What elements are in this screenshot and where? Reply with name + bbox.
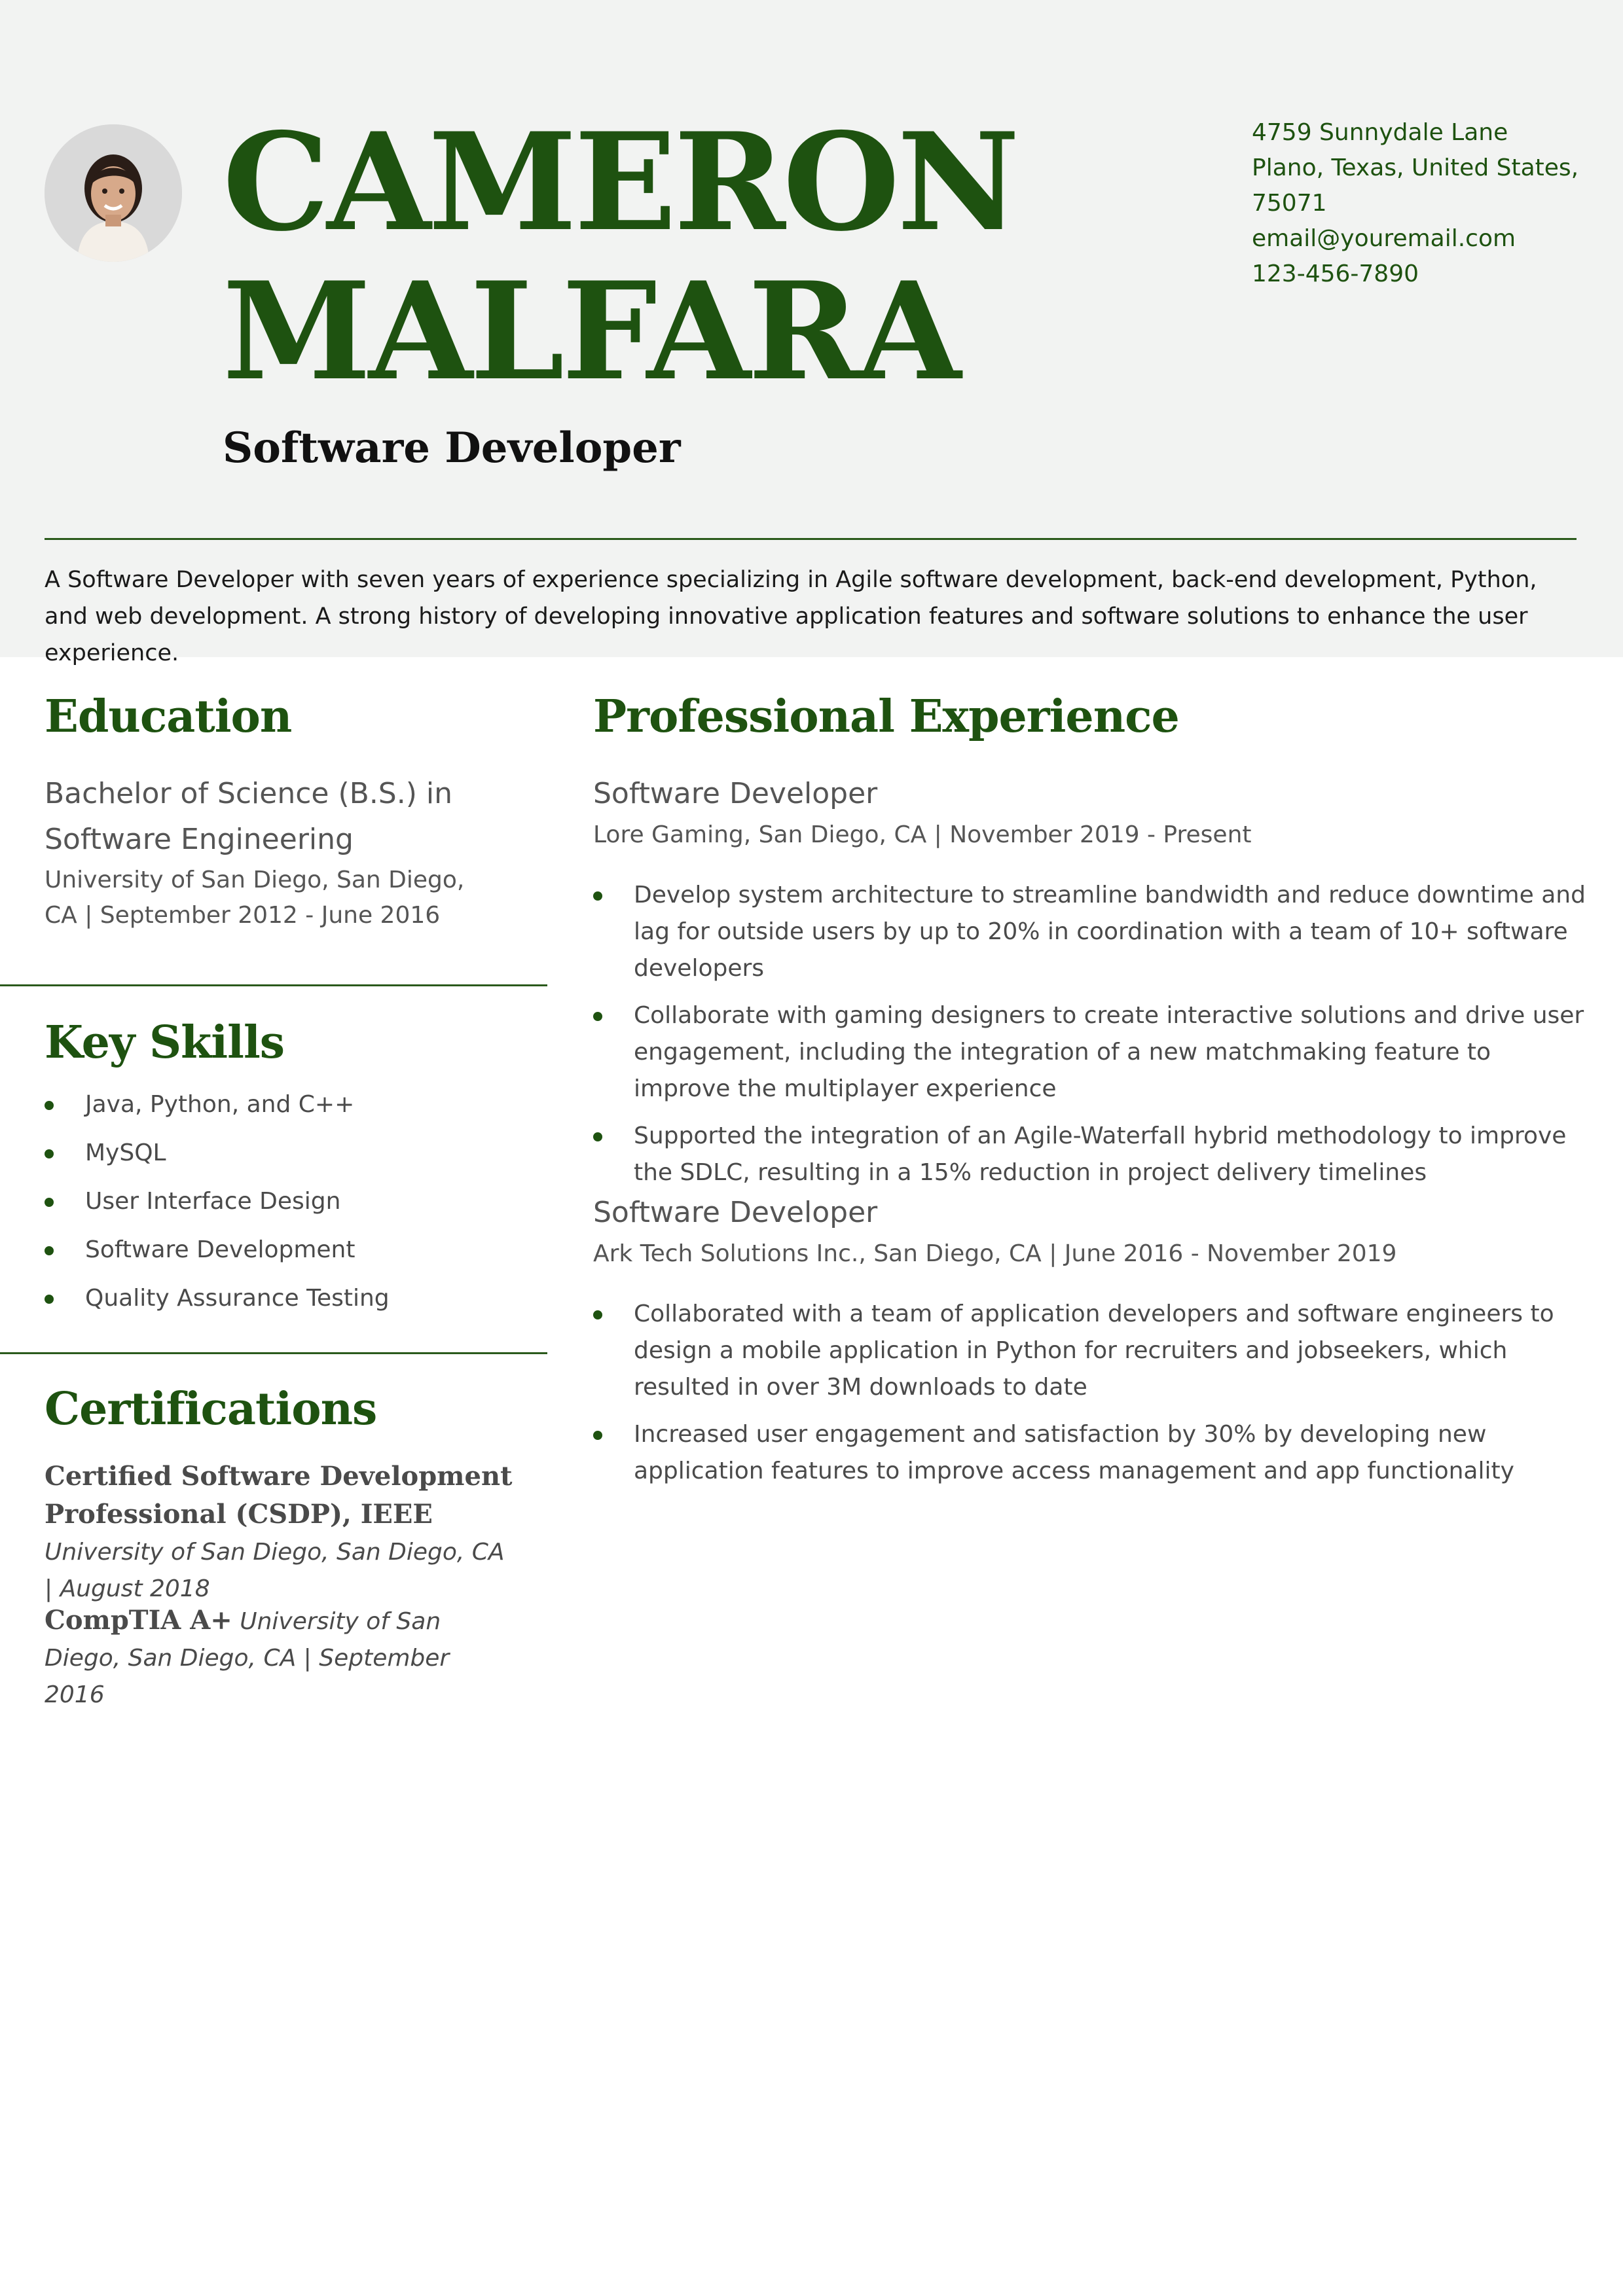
skill-label: MySQL [85,1139,166,1166]
bullet-icon [593,1310,602,1319]
skills-divider [0,1352,547,1354]
skill-item [45,1183,529,1220]
job-role: Software Developer [593,777,878,810]
job-bullet [593,1416,1588,1490]
job-company: Lore Gaming, San Diego, CA | November 2019 - Present [593,821,1252,848]
bullet-icon [45,1295,54,1304]
candidate-name [223,104,1017,410]
job-bullet-text: Develop system architecture to streamline bandwidth and reduce downtime and lag for outside users by up to 20% in coordination with a team of 10+ software developers [634,882,1586,982]
address-line-3: 75071 [1252,190,1327,217]
job-bullets [593,1296,1588,1500]
address-line-2: Plano, Texas, United States, [1252,154,1579,181]
certifications-heading: Certifications [45,1383,377,1435]
name-first: CAMERON [223,104,1017,261]
bullet-icon [45,1149,54,1158]
job-bullet-text: Increased user engagement and satisfaction by 30% by developing new application features to improve access management and app functionality [634,1421,1514,1484]
skill-label: Quality Assurance Testing [85,1285,390,1312]
bullet-icon [593,1132,602,1141]
job-bullet [593,1118,1588,1191]
job-bullet-text: Collaborated with a team of application developers and software engineers to design a mobile application in Python for recruiters and jobseekers, which resulted in over 3M downloads to date [634,1300,1554,1401]
certification-name: CompTIA A+ [45,1605,232,1636]
name-last: MALFARA [223,253,959,410]
skill-item [45,1232,529,1268]
education-meta: University of San Diego, San Diego, CA | September 2012 - June 2016 [45,867,465,929]
job-title: Software Developer [223,423,681,473]
contact-block [1252,115,1592,292]
job-bullets [593,877,1588,1202]
address-line-1: 4759 Sunnydale Lane [1252,119,1508,146]
job-bullet [593,1296,1588,1406]
skills-heading: Key Skills [45,1016,285,1069]
job-bullet-text: Collaborate with gaming designers to create interactive solutions and drive user engagement, including the integration of a new matchmaking feature to improve the multiplayer experience [634,1002,1584,1102]
bullet-icon [593,1012,602,1021]
education-divider [0,984,547,986]
certification-detail: University of San Diego, San Diego, CA | August 2018 [45,1539,505,1602]
summary-text: A Software Developer with seven years of experience specializing in Agile software development, back-end development, Python, and web development. A strong history of developing innovative application features and software solutions to enhance the user experience. [45,567,1537,666]
job-bullet [593,877,1588,987]
skill-label: Software Development [85,1236,356,1263]
email-text: email@youremail.com [1252,225,1516,252]
education-degree: Bachelor of Science (B.S.) in Software Engineering [45,777,452,856]
bullet-icon [45,1101,54,1110]
skill-label: User Interface Design [85,1188,341,1215]
header-divider [45,538,1577,540]
phone-text: 123-456-7890 [1252,260,1419,287]
skill-item [45,1280,529,1317]
certification-item [45,1458,516,1607]
skill-label: Java, Python, and C++ [85,1091,355,1118]
bullet-icon [593,1431,602,1440]
profile-photo [45,124,182,262]
job-bullet-text: Supported the integration of an Agile-Waterfall hybrid methodology to improve the SDLC, resulting in a 15% reduction in project delivery timelines [634,1122,1567,1186]
job-bullet [593,997,1588,1107]
skill-item [45,1135,529,1172]
skills-list [45,1086,529,1329]
job-company: Ark Tech Solutions Inc., San Diego, CA | June 2016 - November 2019 [593,1240,1397,1267]
certification-detail: University of San Diego, San Diego, CA | September 2016 [45,1608,450,1708]
header-band [0,0,1623,666]
experience-heading: Professional Experience [593,691,1179,743]
person-portrait-icon [45,124,182,262]
education-heading: Education [45,691,292,743]
certification-item [45,1602,516,1713]
certification-name: Certified Software Development Professional (CSDP), IEEE [45,1461,513,1530]
skill-item [45,1086,529,1123]
bullet-icon [45,1246,54,1255]
bullet-icon [45,1198,54,1207]
bullet-icon [593,891,602,901]
job-role: Software Developer [593,1196,878,1229]
